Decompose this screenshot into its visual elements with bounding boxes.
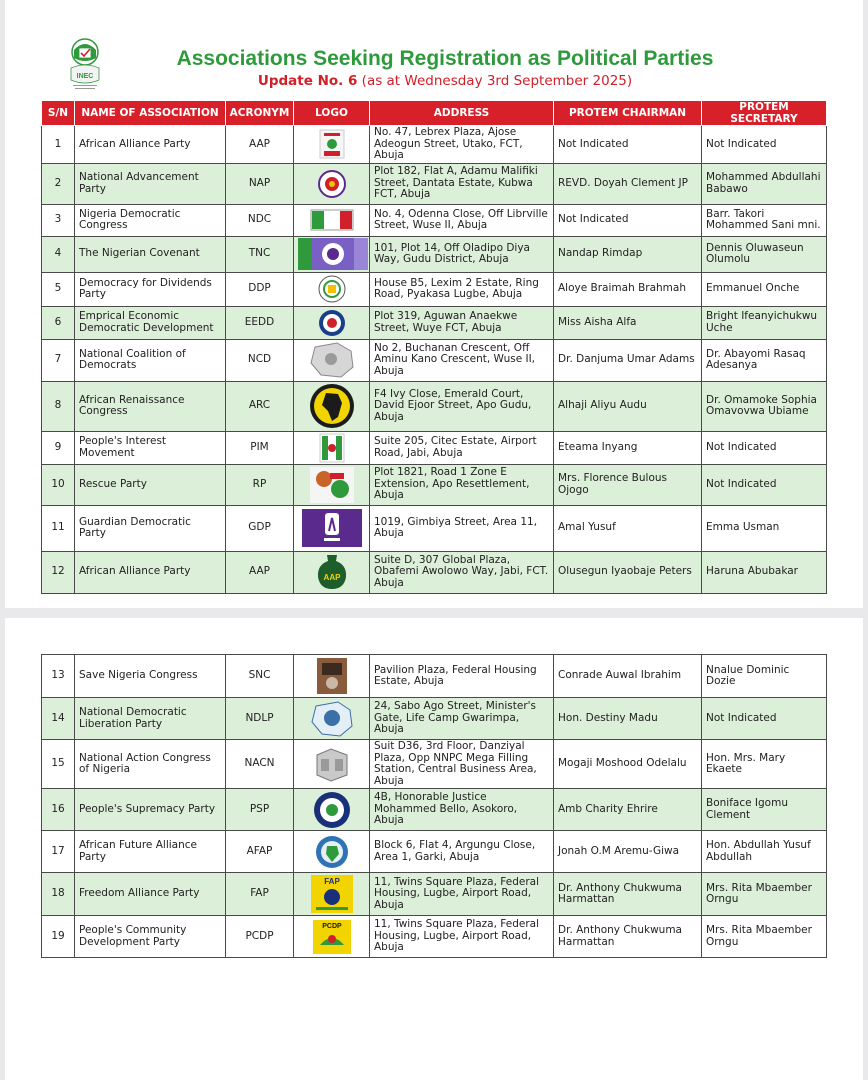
table-header-row (42, 101, 827, 126)
address-cell: Plot 182, Flat A, Adamu Malifiki Street, Dantata Estate, Kubwa FCT, Abuja (370, 163, 554, 204)
table-row (42, 204, 827, 236)
acronym-cell: NACN (226, 740, 294, 789)
association-name-cell: Democracy for Dividends Party (75, 272, 226, 306)
secretary-cell: Hon. Abdullah Yusuf Abdullah (702, 831, 827, 873)
association-name-cell: African Future Alliance Party (75, 831, 226, 873)
update-date: (as at Wednesday 3rd September 2025) (361, 73, 633, 89)
party-logo-cell (294, 431, 370, 464)
secretary-cell: Barr. Takori Mohammed Sani mni. (702, 204, 827, 236)
acronym-cell: NAP (226, 163, 294, 204)
snc-party-logo (316, 657, 348, 695)
chairman-cell: Mogaji Moshood Odelalu (554, 740, 702, 789)
chairman-cell: Aloye Braimah Brahmah (554, 272, 702, 306)
association-name-cell: Rescue Party (75, 464, 226, 505)
table-row (42, 655, 827, 698)
nacn-party-logo (311, 745, 353, 783)
address-cell: House B5, Lexim 2 Estate, Ring Road, Pyakasa Lugbe, Abuja (370, 272, 554, 306)
association-name-cell: People's Community Development Party (75, 916, 226, 958)
secretary-cell: Dennis Oluwaseun Olumolu (702, 236, 827, 272)
secretary-cell: Emmanuel Onche (702, 272, 827, 306)
rp-party-logo (310, 467, 354, 503)
chairman-cell: Amal Yusuf (554, 505, 702, 551)
secretary-cell: Not Indicated (702, 698, 827, 740)
chairman-cell: REVD. Doyah Clement JP (554, 163, 702, 204)
address-cell: Pavilion Plaza, Federal Housing Estate, Abuja (370, 655, 554, 698)
party-logo-cell (294, 505, 370, 551)
chairman-cell: Dr. Anthony Chukwuma Harmattan (554, 873, 702, 916)
association-name-cell: People's Supremacy Party (75, 789, 226, 831)
acronym-cell: NCD (226, 339, 294, 381)
address-cell: Suit D36, 3rd Floor, Danziyal Plaza, Opp NNPC Mega Filling Station, Central Business Area, Abuja (370, 740, 554, 789)
column-header-logo: LOGO (294, 101, 370, 126)
acronym-cell: RP (226, 464, 294, 505)
eedd-party-logo (315, 308, 349, 338)
pim-party-logo (319, 433, 345, 463)
chairman-cell: Hon. Destiny Madu (554, 698, 702, 740)
party-logo-cell (294, 831, 370, 873)
column-header-sn: S/N (42, 101, 75, 126)
acronym-cell: ARC (226, 381, 294, 431)
sn-cell: 3 (42, 204, 75, 236)
inec-logo (65, 36, 105, 94)
sn-cell: 10 (42, 464, 75, 505)
association-name-cell: National Action Congress of Nigeria (75, 740, 226, 789)
acronym-cell: DDP (226, 272, 294, 306)
fap-logo-text: FAP (323, 877, 340, 886)
sn-cell: 19 (42, 916, 75, 958)
sn-cell: 1 (42, 126, 75, 164)
update-number: Update No. 6 (257, 73, 358, 89)
association-name-cell: National Advancement Party (75, 163, 226, 204)
party-logo-cell (294, 126, 370, 164)
aap-logo-text: AAP (323, 573, 340, 582)
party-logo-cell (294, 916, 370, 958)
association-name-cell: African Renaissance Congress (75, 381, 226, 431)
party-logo-cell (294, 740, 370, 789)
arc-party-logo (308, 383, 356, 429)
party-logo-cell (294, 306, 370, 339)
party-logo-cell (294, 873, 370, 916)
address-cell: No 2, Buchanan Crescent, Off Aminu Kano Crescent, Wuse II, Abuja (370, 339, 554, 381)
sn-cell: 4 (42, 236, 75, 272)
aap-jar-party-logo (314, 553, 350, 591)
chairman-cell: Not Indicated (554, 204, 702, 236)
column-header-name: NAME OF ASSOCIATION (75, 101, 226, 126)
address-cell: 101, Plot 14, Off Oladipo Diya Way, Gudu District, Abuja (370, 236, 554, 272)
secretary-cell: Bright Ifeanyichukwu Uche (702, 306, 827, 339)
acronym-cell: GDP (226, 505, 294, 551)
address-cell: Plot 319, Aguwan Anaekwe Street, Wuye FCT, Abuja (370, 306, 554, 339)
party-logo-cell (294, 272, 370, 306)
acronym-cell: TNC (226, 236, 294, 272)
address-cell: Suite D, 307 Global Plaza, Obafemi Awolowo Way, Jabi, FCT. Abuja (370, 551, 554, 593)
table-row (42, 339, 827, 381)
table-row (42, 431, 827, 464)
chairman-cell: Conrade Auwal Ibrahim (554, 655, 702, 698)
sn-cell: 5 (42, 272, 75, 306)
acronym-cell: NDC (226, 204, 294, 236)
inec-logo-text: INEC (76, 73, 94, 80)
column-header-acronym: ACRONYM (226, 101, 294, 126)
acronym-cell: AAP (226, 551, 294, 593)
secretary-cell: Haruna Abubakar (702, 551, 827, 593)
acronym-cell: EEDD (226, 306, 294, 339)
address-cell: No. 4, Odenna Close, Off Librville Street, Wuse II, Abuja (370, 204, 554, 236)
address-cell: Block 6, Flat 4, Argungu Close, Area 1, Garki, Abuja (370, 831, 554, 873)
party-logo-cell (294, 163, 370, 204)
table-row (42, 126, 827, 164)
association-name-cell: People's Interest Movement (75, 431, 226, 464)
sn-cell: 6 (42, 306, 75, 339)
afap-party-logo (315, 834, 349, 870)
sn-cell: 16 (42, 789, 75, 831)
sn-cell: 14 (42, 698, 75, 740)
association-name-cell: Save Nigeria Congress (75, 655, 226, 698)
party-logo-cell (294, 204, 370, 236)
secretary-cell: Mrs. Rita Mbaember Orngu (702, 873, 827, 916)
table-row (42, 505, 827, 551)
sn-cell: 8 (42, 381, 75, 431)
table-row (42, 381, 827, 431)
sn-cell: 11 (42, 505, 75, 551)
ncd-party-logo (307, 341, 357, 379)
table-row (42, 163, 827, 204)
sn-cell: 7 (42, 339, 75, 381)
party-logo-cell (294, 236, 370, 272)
sn-cell: 12 (42, 551, 75, 593)
table-row (42, 789, 827, 831)
address-cell: 4B, Honorable Justice Mohammed Bello, Asokoro, Abuja (370, 789, 554, 831)
fap-party-logo (310, 874, 354, 914)
sn-cell: 17 (42, 831, 75, 873)
ddp-party-logo (316, 274, 348, 304)
association-name-cell: Nigeria Democratic Congress (75, 204, 226, 236)
acronym-cell: NDLP (226, 698, 294, 740)
table-row (42, 551, 827, 593)
address-cell: 11, Twins Square Plaza, Federal Housing, Lugbe, Airport Road, Abuja (370, 873, 554, 916)
secretary-cell: Emma Usman (702, 505, 827, 551)
table-row (42, 306, 827, 339)
sn-cell: 18 (42, 873, 75, 916)
table-row (42, 236, 827, 272)
secretary-cell: Dr. Abayomi Rasaq Adesanya (702, 339, 827, 381)
acronym-cell: AFAP (226, 831, 294, 873)
acronym-cell: AAP (226, 126, 294, 164)
acronym-cell: PIM (226, 431, 294, 464)
table-row (42, 831, 827, 873)
chairman-cell: Jonah O.M Aremu-Giwa (554, 831, 702, 873)
column-header-chairman: PROTEM CHAIRMAN (554, 101, 702, 126)
document-page-2 (5, 618, 863, 1080)
secretary-cell: Nnalue Dominic Dozie (702, 655, 827, 698)
page-title: Associations Seeking Registration as Political Parties (176, 47, 714, 70)
acronym-cell: PSP (226, 789, 294, 831)
association-name-cell: National Democratic Liberation Party (75, 698, 226, 740)
address-cell: No. 47, Lebrex Plaza, Ajose Adeogun Street, Utako, FCT, Abuja (370, 126, 554, 164)
chairman-cell: Eteama Inyang (554, 431, 702, 464)
document-page-1 (5, 0, 863, 608)
ndlp-party-logo (310, 700, 354, 738)
sn-cell: 15 (42, 740, 75, 789)
aap-party-logo (319, 129, 345, 159)
address-cell: 1019, Gimbiya Street, Area 11, Abuja (370, 505, 554, 551)
association-name-cell: African Alliance Party (75, 126, 226, 164)
table-row (42, 873, 827, 916)
update-line (105, 73, 785, 89)
secretary-cell: Not Indicated (702, 431, 827, 464)
party-logo-cell (294, 381, 370, 431)
column-header-address: ADDRESS (370, 101, 554, 126)
secretary-cell: Not Indicated (702, 464, 827, 505)
chairman-cell: Miss Aisha Alfa (554, 306, 702, 339)
chairman-cell: Dr. Anthony Chukwuma Harmattan (554, 916, 702, 958)
chairman-cell: Amb Charity Ehrire (554, 789, 702, 831)
address-cell: Plot 1821, Road 1 Zone E Extension, Apo Resettlement, Abuja (370, 464, 554, 505)
party-logo-cell (294, 655, 370, 698)
association-name-cell: National Coalition of Democrats (75, 339, 226, 381)
pcdp-party-logo (312, 919, 352, 955)
chairman-cell: Nandap Rimdap (554, 236, 702, 272)
ndc-party-logo (310, 208, 354, 232)
chairman-cell: Olusegun Iyaobaje Peters (554, 551, 702, 593)
table-row (42, 916, 827, 958)
table-row (42, 272, 827, 306)
chairman-cell: Alhaji Aliyu Audu (554, 381, 702, 431)
gdp-party-logo (302, 509, 362, 547)
secretary-cell: Mohammed Abdullahi Babawo (702, 163, 827, 204)
acronym-cell: SNC (226, 655, 294, 698)
registration-table-page-1 (41, 100, 827, 594)
secretary-cell: Not Indicated (702, 126, 827, 164)
column-header-secretary: PROTEM SECRETARY (702, 101, 827, 126)
sn-cell: 2 (42, 163, 75, 204)
secretary-cell: Dr. Omamoke Sophia Omavovwa Ubiame (702, 381, 827, 431)
sn-cell: 13 (42, 655, 75, 698)
nap-party-logo (318, 169, 346, 199)
chairman-cell: Dr. Danjuma Umar Adams (554, 339, 702, 381)
association-name-cell: Freedom Alliance Party (75, 873, 226, 916)
tnc-party-logo (298, 238, 368, 270)
address-cell: 24, Sabo Ago Street, Minister's Gate, Life Camp Gwarimpa, Abuja (370, 698, 554, 740)
secretary-cell: Boniface Igomu Clement (702, 789, 827, 831)
table-row (42, 464, 827, 505)
party-logo-cell (294, 551, 370, 593)
party-logo-cell (294, 464, 370, 505)
party-logo-cell (294, 339, 370, 381)
acronym-cell: PCDP (226, 916, 294, 958)
secretary-cell: Mrs. Rita Mbaember Orngu (702, 916, 827, 958)
party-logo-cell (294, 789, 370, 831)
pcdp-logo-text: PCDP (321, 922, 342, 930)
party-logo-cell (294, 698, 370, 740)
address-cell: 11, Twins Square Plaza, Federal Housing, Lugbe, Airport Road, Abuja (370, 916, 554, 958)
association-name-cell: Emprical Economic Democratic Development (75, 306, 226, 339)
address-cell: F4 Ivy Close, Emerald Court, David Ejoor Street, Apo Gudu, Abuja (370, 381, 554, 431)
association-name-cell: Guardian Democratic Party (75, 505, 226, 551)
acronym-cell: FAP (226, 873, 294, 916)
secretary-cell: Hon. Mrs. Mary Ekaete (702, 740, 827, 789)
chairman-cell: Not Indicated (554, 126, 702, 164)
psp-party-logo (312, 791, 352, 829)
registration-table-page-2 (41, 654, 827, 958)
table-row (42, 698, 827, 740)
sn-cell: 9 (42, 431, 75, 464)
association-name-cell: African Alliance Party (75, 551, 226, 593)
association-name-cell: The Nigerian Covenant (75, 236, 226, 272)
chairman-cell: Mrs. Florence Bulous Ojogo (554, 464, 702, 505)
address-cell: Suite 205, Citec Estate, Airport Road, Jabi, Abuja (370, 431, 554, 464)
table-row (42, 740, 827, 789)
